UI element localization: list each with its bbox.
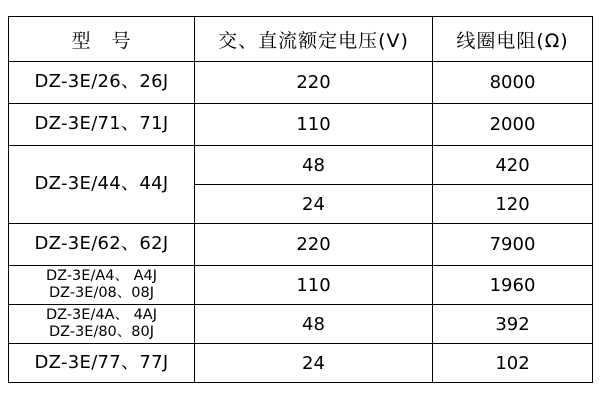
cell-voltage: 48 [195, 305, 433, 344]
table-row [9, 104, 593, 146]
specification-table [8, 16, 593, 383]
cell-model-line2: DZ-3E/08、08J [48, 285, 155, 301]
cell-resistance: 120 [433, 185, 593, 224]
cell-voltage: 220 [195, 224, 433, 266]
cell-model [9, 305, 195, 344]
cell-voltage: 24 [195, 344, 433, 383]
table-row [9, 344, 593, 383]
cell-model: DZ-3E/44、44J [9, 146, 195, 224]
column-header-resistance: 线圈电阻(Ω) [433, 17, 593, 62]
cell-resistance: 8000 [433, 62, 593, 104]
column-header-voltage: 交、直流额定电压(V) [195, 17, 433, 62]
table-header-row [9, 17, 593, 62]
column-header-model: 型 号 [9, 17, 195, 62]
cell-resistance: 1960 [433, 266, 593, 305]
cell-model: DZ-3E/77、77J [9, 344, 195, 383]
table-row [9, 305, 593, 344]
cell-resistance: 2000 [433, 104, 593, 146]
cell-voltage: 110 [195, 266, 433, 305]
cell-model: DZ-3E/71、71J [9, 104, 195, 146]
cell-voltage: 48 [195, 146, 433, 185]
cell-model [9, 266, 195, 305]
cell-voltage: 24 [195, 185, 433, 224]
table-row [9, 266, 593, 305]
cell-model: DZ-3E/26、26J [9, 62, 195, 104]
cell-resistance: 7900 [433, 224, 593, 266]
cell-model: DZ-3E/62、62J [9, 224, 195, 266]
cell-resistance: 420 [433, 146, 593, 185]
cell-model-line2: DZ-3E/80、80J [48, 324, 155, 340]
table-row [9, 62, 593, 104]
cell-model-line1: DZ-3E/A4、 A4J [45, 267, 158, 284]
cell-model-line1: DZ-3E/4A、 4AJ [45, 306, 158, 323]
cell-resistance: 392 [433, 305, 593, 344]
cell-resistance: 102 [433, 344, 593, 383]
table-row [9, 224, 593, 266]
cell-voltage: 220 [195, 62, 433, 104]
cell-voltage: 110 [195, 104, 433, 146]
table-row [9, 146, 593, 185]
